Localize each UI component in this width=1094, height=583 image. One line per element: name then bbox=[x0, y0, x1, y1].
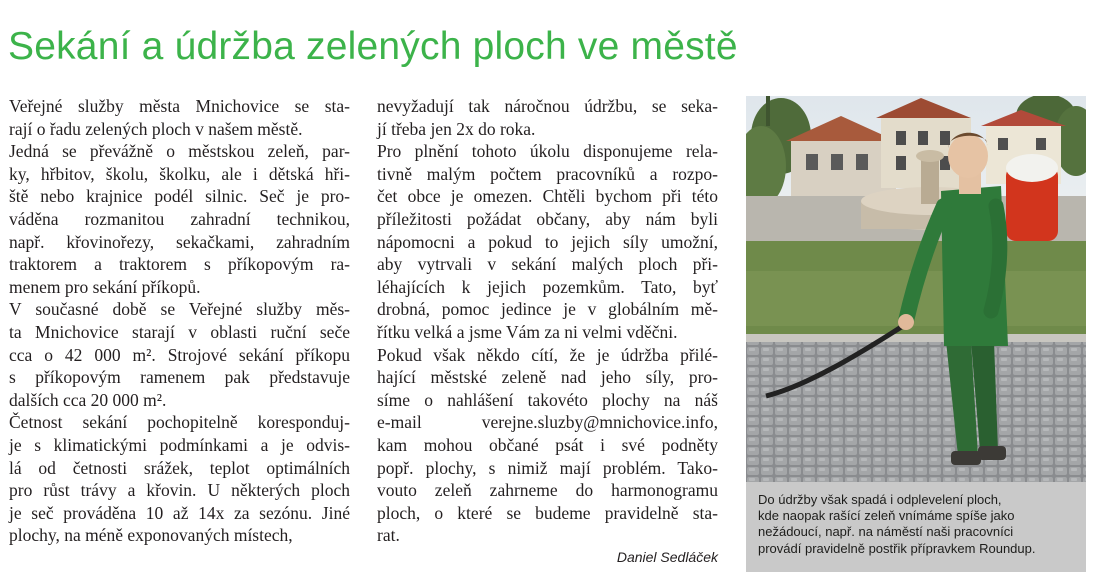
paragraph-line: pro růst trávy a křovin. U některých ploch bbox=[9, 480, 350, 501]
paragraph-line: Pokud však někdo cítí, že je údržba přilé- bbox=[377, 344, 718, 365]
paragraph-line: rat. bbox=[377, 525, 400, 546]
caption-line: nežádoucí, např. na náměstí naši pracovníci bbox=[758, 524, 1014, 540]
paragraph-line: tivně malým počtem pracovníků a rozpo- bbox=[377, 163, 718, 184]
paragraph-line: nápomocni a pokud to jejich síly umožní, bbox=[377, 231, 718, 252]
paragraph-line: léhajících k jejich pozemkům. Tato, byť bbox=[377, 276, 718, 297]
paragraph-line: hající městské zeleně nad jeho síly, pro- bbox=[377, 367, 718, 388]
paragraph-line: rají o řadu zelených ploch v našem městě. bbox=[9, 118, 303, 139]
paragraph-line: s příkopovým ramenem pak představuje bbox=[9, 367, 350, 388]
paragraph-line: traktorem a traktorem s příkopovým ra- bbox=[9, 254, 350, 275]
photo-caption bbox=[746, 482, 1086, 572]
paragraph-line: ta Mnichovice starají v oblasti ruční seče bbox=[9, 321, 350, 342]
paragraph-line: ky, hřbitov, školu, školku, ale i dětská hři- bbox=[9, 163, 350, 184]
caption-line: Do údržby však spadá i odplevelení ploch, bbox=[758, 492, 1002, 507]
paragraph-line: vouto zeleň zahrneme do harmonogramu bbox=[377, 480, 718, 501]
paragraph-line: ště nebo krajnice podél silnic. Seč je pro- bbox=[9, 186, 350, 207]
paragraph-line: síme o nahlášení takovéto plochy na náš bbox=[377, 389, 718, 410]
paragraph-line: Četnost sekání pochopitelně koresponduj- bbox=[9, 412, 350, 433]
caption-line: provádí pravidelně postřik přípravkem Roundup. bbox=[758, 540, 1036, 556]
cobblestone-pavement bbox=[746, 342, 1086, 482]
article-column-2 bbox=[377, 95, 718, 547]
paragraph-line: lá od četnosti srážek, teplot optimálních bbox=[9, 457, 350, 478]
paragraph-line: V současné době se Veřejné služby měs- bbox=[9, 299, 350, 320]
paragraph-line: ploch, o které se budeme pravidelně sta- bbox=[377, 502, 718, 523]
paragraph-line: čet obce je omezen. Chtěli bychom při této bbox=[377, 186, 718, 207]
paragraph-line: je s klimatickými podmínkami a je odvis- bbox=[9, 434, 350, 455]
paragraph-line: popř. plochy, s nimiž mají problém. Tako- bbox=[377, 457, 718, 478]
article-photo bbox=[746, 96, 1086, 482]
paragraph-line: aby vytrvali v sekání malých ploch při- bbox=[377, 254, 718, 275]
paragraph-line: Pro plnění tohoto úkolu disponujeme rela- bbox=[377, 141, 718, 162]
paragraph-line: plochy, na méně exponovaných místech, bbox=[9, 525, 293, 546]
caption-line: kde naopak rašící zeleň vnímáme spíše jako bbox=[758, 508, 1015, 524]
author-signature: Daniel Sedláček bbox=[616, 549, 718, 565]
paragraph-line: dalších cca 20 000 m². bbox=[9, 389, 167, 410]
paragraph-line: příležitosti požádat občany, aby nám byli bbox=[377, 208, 718, 229]
paragraph-line: menem pro sekání příkopů. bbox=[9, 276, 201, 297]
article-column-1 bbox=[9, 95, 350, 547]
curb bbox=[746, 334, 1086, 342]
article-title: Sekání a údržba zelených ploch ve městě bbox=[8, 25, 738, 68]
paragraph-line: e-mail verejne.sluzby@mnichovice.info, bbox=[377, 412, 718, 433]
paragraph-line: řítku velká a jsme Vám za ni velmi vděčni. bbox=[377, 321, 678, 342]
paragraph-line: je seč prováděna 10 až 14x za sezónu. Jiné bbox=[9, 502, 350, 523]
paragraph-line: cca o 42 000 m². Strojové sekání příkopu bbox=[9, 344, 350, 365]
paragraph-line: kam mohou občané psát i své podněty bbox=[377, 434, 718, 455]
paragraph-line: váděna rozmanitou zahradní technikou, bbox=[9, 208, 350, 229]
paragraph-line: jí třeba jen 2x do roka. bbox=[377, 118, 536, 139]
paragraph-line: Jedná se převážně o městskou zeleň, par- bbox=[9, 141, 350, 162]
paragraph-line: drobná, pomoc jedince je v globálním mě- bbox=[377, 299, 718, 320]
paragraph-line: např. křovinořezy, sekačkami, zahradním bbox=[9, 231, 350, 252]
paragraph-line: nevyžadují tak náročnou údržbu, se seka- bbox=[377, 96, 718, 116]
paragraph-line: Veřejné služby města Mnichovice se sta- bbox=[9, 96, 350, 116]
